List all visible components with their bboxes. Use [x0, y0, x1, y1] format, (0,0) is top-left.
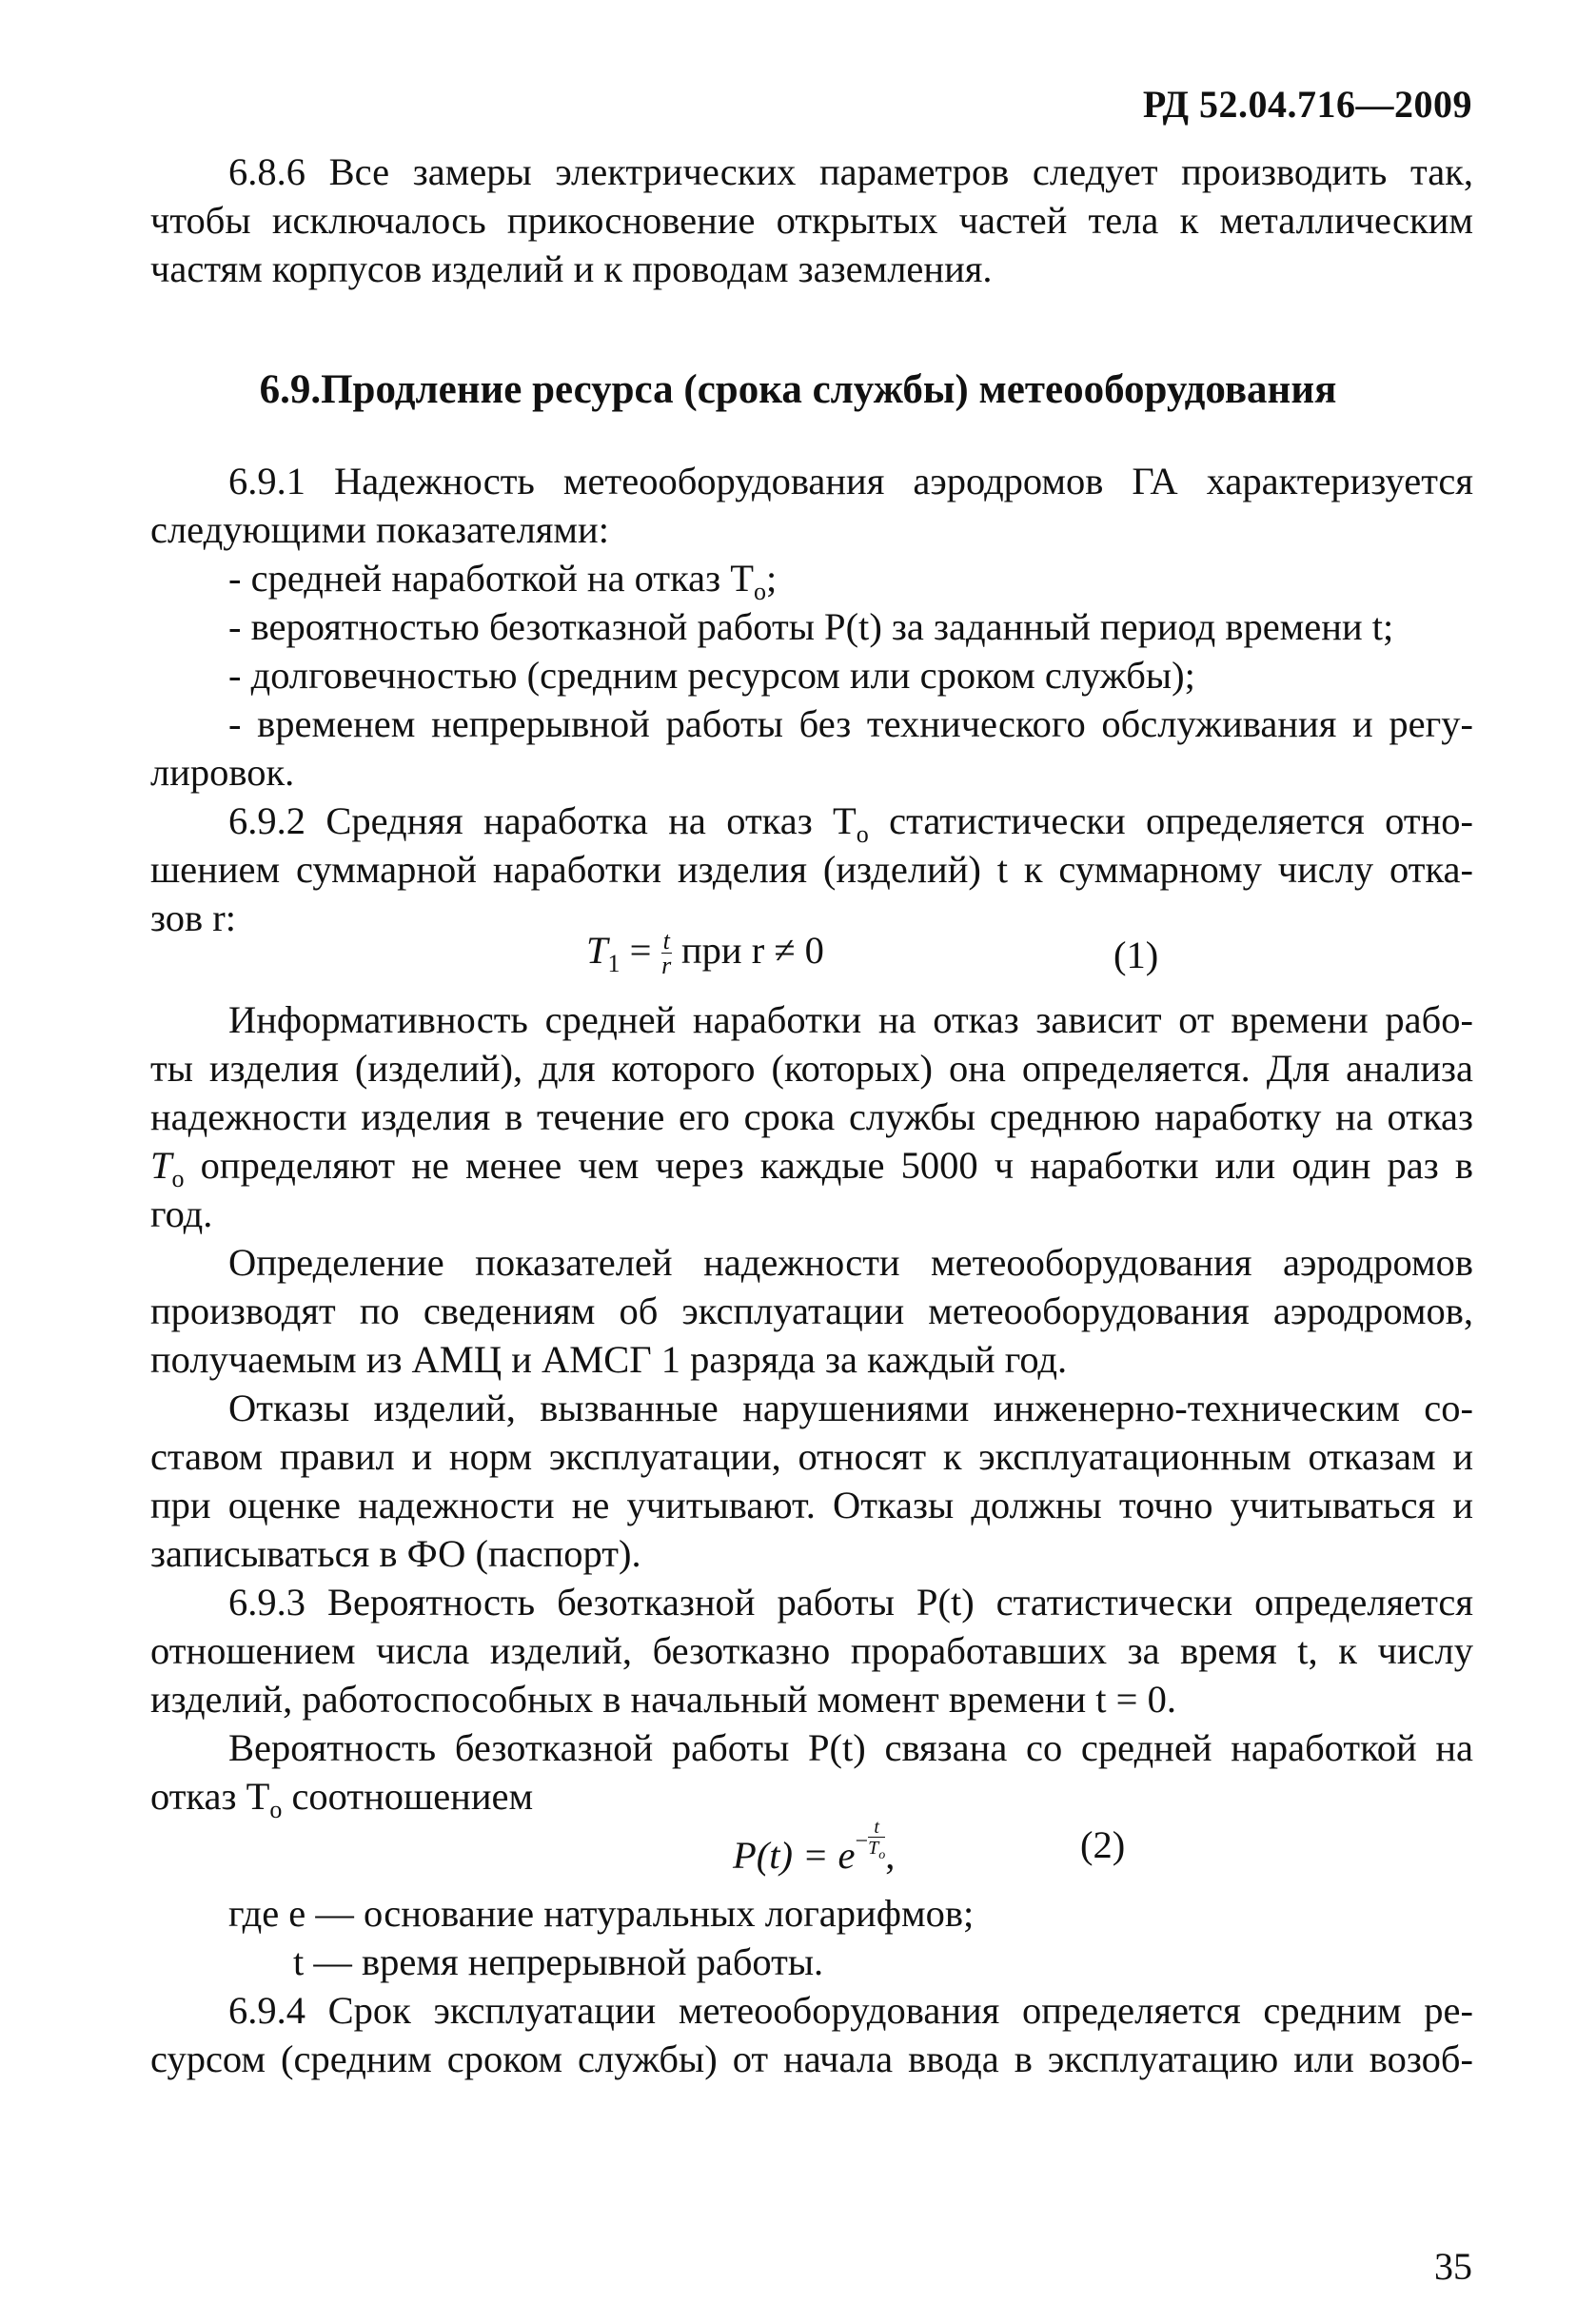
list-item-1-end: ; [766, 557, 778, 600]
para-694-line1: 6.9.4 Срок эксплуатации метеооборудования определяется средним ре- [228, 1989, 1473, 2032]
para-rel-line2-end: соотношением [282, 1775, 534, 1818]
para-692-line2: шением суммарной наработки изделия (изделий) t к суммарному числу отка- [150, 848, 1473, 891]
para-info-line4-t: T [150, 1144, 172, 1187]
equation-number-2: (2) [1080, 1823, 1126, 1866]
formula-1-eq: = [629, 929, 652, 972]
para-rel-line2-text: отказ T [150, 1775, 270, 1818]
where-line2: t — время непрерывной работы. [293, 1940, 824, 1983]
para-692-line1-end: статистически определяется отно- [868, 799, 1473, 842]
section-heading: 6.9.Продление ресурса (срока службы) метеооборудования [259, 367, 1337, 412]
formula-2-exp-minus: − [855, 1829, 869, 1854]
para-692-line1-sub: о [856, 820, 869, 849]
formula-1-cond: при r ≠ 0 [680, 929, 824, 972]
para-694-line2: сурсом (средним сроком службы) от начала ввода в эксплуатацию или возоб- [150, 2037, 1473, 2080]
formula-1 [586, 928, 824, 978]
where-line1: где e — основание натуральных логарифмов; [228, 1892, 975, 1935]
para-info-line4-end: определяют не менее чем через каждые 5000 ч наработки или один раз в [184, 1144, 1473, 1187]
formula-2-comma: , [885, 1834, 896, 1878]
list-item-4a: - временем непрерывной работы без технического обслуживания и регу- [228, 702, 1473, 745]
formula-2-lhs: P(t) = e [733, 1834, 856, 1878]
para-info-line4-sub: о [171, 1165, 185, 1193]
formula-2-exp-num: t [868, 1818, 885, 1838]
para-fail-line1: Отказы изделий, вызванные нарушениями инженерно-техническим со- [228, 1387, 1473, 1429]
formula-1-lhs-sub: 1 [607, 950, 621, 978]
para-def-line2: производят по сведениям об эксплуатации метеооборудования аэродромов, [150, 1289, 1473, 1332]
list-item-4b: лировок. [150, 751, 295, 794]
page-number: 35 [1434, 2245, 1472, 2288]
formula-2-exp-den [868, 1838, 885, 1866]
para-692-line3: зов r: [150, 896, 236, 939]
formula-2-exp-fraction [868, 1818, 885, 1866]
para-691-line1: 6.9.1 Надежность метеооборудования аэродромов ГА характеризуется [228, 460, 1473, 502]
list-item-3: - долговечностью (средним ресурсом или сроком службы); [228, 654, 1195, 697]
para-info-line2: ты изделия (изделий), для которого (которых) она определяется. Для анализа [150, 1047, 1473, 1090]
para-fail-line2: ставом правил и норм эксплуатации, относят к эксплуатационным отказам и [150, 1435, 1473, 1478]
para-info-line3: надежности изделия в течение его срока службы среднюю наработку на отказ [150, 1095, 1473, 1138]
formula-2-exp-den-t: T [868, 1838, 879, 1859]
para-fail-line4: записываться в ФО (паспорт). [150, 1532, 641, 1575]
para-rel-line2-sub: о [269, 1796, 283, 1824]
formula-1-fraction [661, 927, 672, 980]
formula-1-num: t [662, 927, 670, 955]
para-def-line3: получаемым из АМЦ и АМСГ 1 разряда за каждый год. [150, 1338, 1068, 1381]
list-item-1-text: - средней наработкой на отказ T [228, 557, 754, 600]
formula-2 [733, 1818, 895, 1878]
formula-1-den: r [661, 952, 672, 980]
para-def-line1: Определение показателей надежности метеооборудования аэродромов [228, 1241, 1473, 1284]
formula-1-lhs: T [586, 929, 608, 972]
para-686-line2: чтобы исключалось прикосновение открытых частей тела к металлическим [150, 199, 1473, 242]
para-rel-line1: Вероятность безотказной работы P(t) связана со средней наработкой на [228, 1726, 1473, 1769]
para-691-line2: следующими показателями: [150, 508, 609, 551]
para-693-line3: изделий, работоспособных в начальный момент времени t = 0. [150, 1678, 1176, 1721]
para-686-line3: частям корпусов изделий и к проводам заземления. [150, 247, 993, 290]
list-item-2: - вероятностью безотказной работы P(t) за заданный период времени t; [228, 605, 1394, 648]
para-692-line1-text: 6.9.2 Средняя наработка на отказ T [228, 799, 857, 842]
document-header: РД 52.04.716—2009 [1142, 83, 1472, 126]
para-693-line1: 6.9.3 Вероятность безотказной работы P(t) статистически определяется [228, 1581, 1473, 1624]
equation-number-1: (1) [1113, 934, 1159, 976]
para-fail-line3: при оценке надежности не учитывают. Отказы должны точно учитываться и [150, 1484, 1473, 1526]
formula-2-exp-den-sub: о [878, 1848, 886, 1862]
formula-2-exponent [856, 1818, 886, 1866]
para-686-line1: 6.8.6 Все замеры электрических параметров следует производить так, [228, 150, 1473, 193]
para-info-line1: Информативность средней наработки на отказ зависит от времени рабо- [228, 998, 1473, 1041]
para-693-line2: отношением числа изделий, безотказно проработавших за время t, к числу [150, 1629, 1473, 1672]
list-item-1-sub: о [754, 578, 766, 606]
para-info-line5: год. [150, 1192, 213, 1235]
